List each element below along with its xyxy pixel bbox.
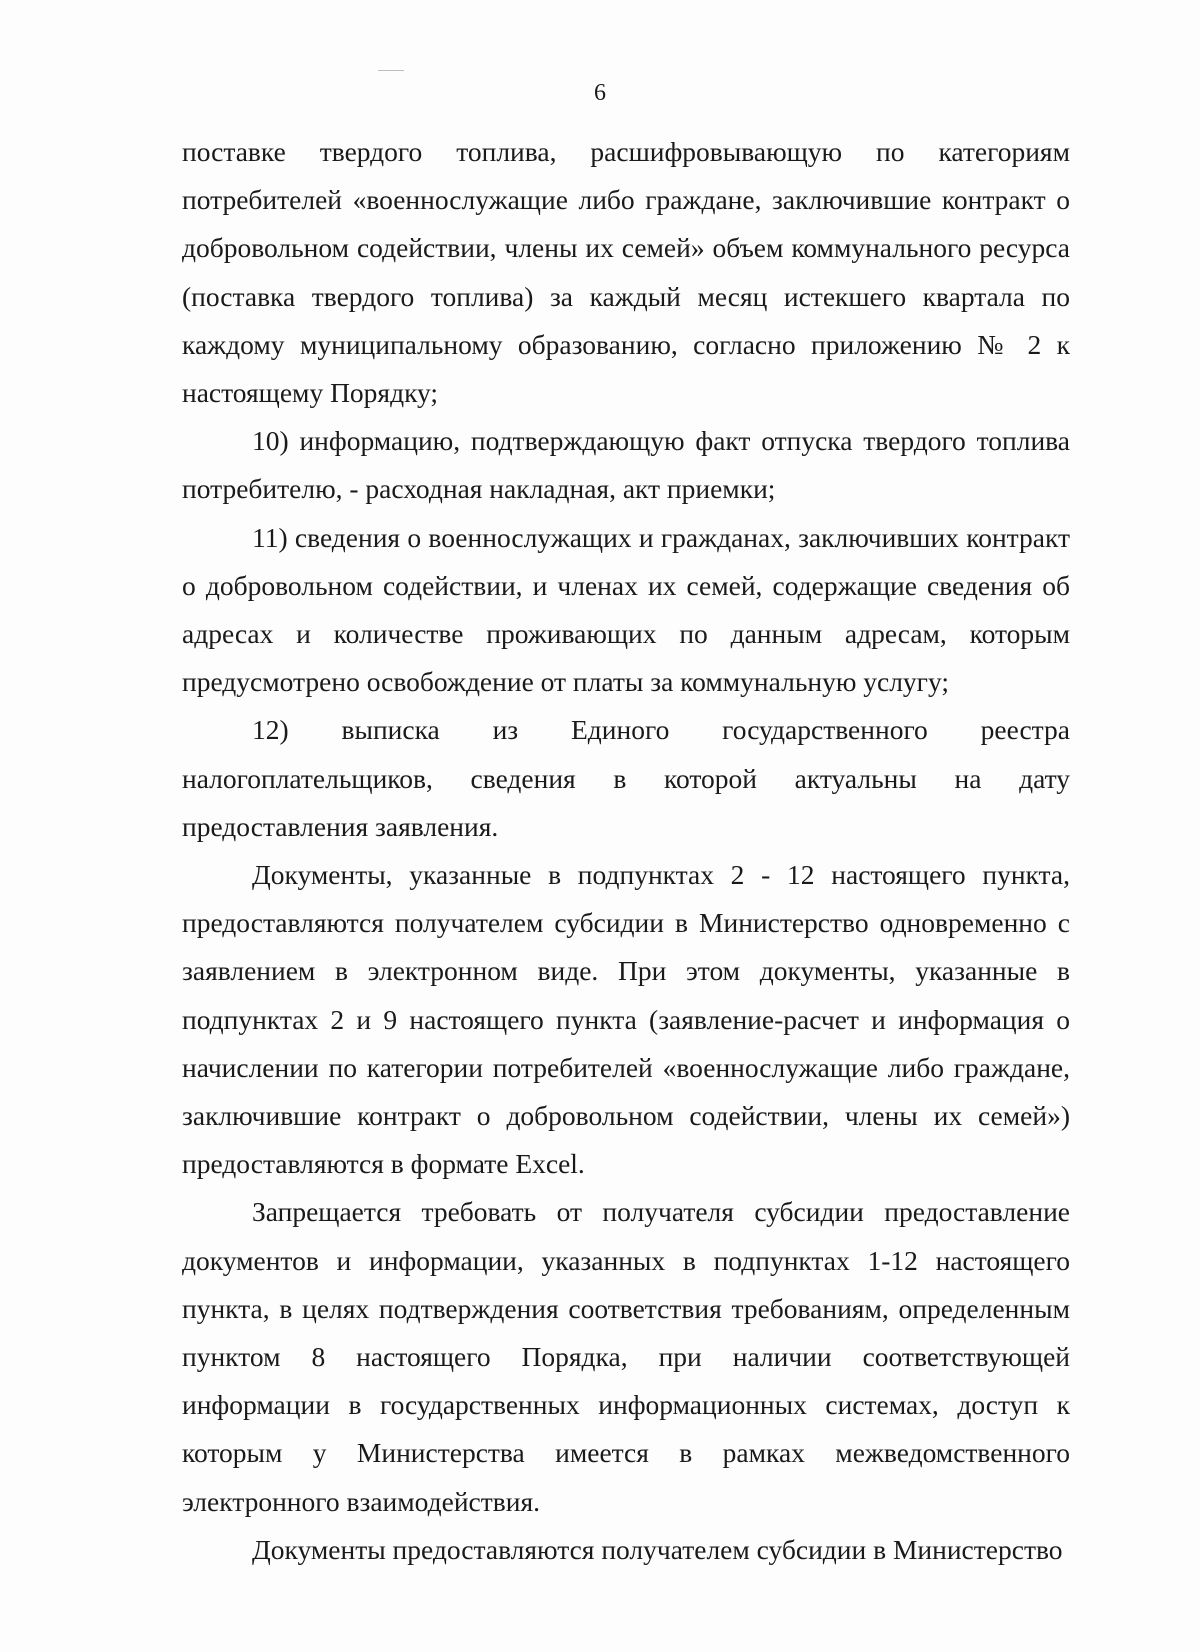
paragraph-item-11: 11) сведения о военнослужащих и гражданах, заключивших контракт о добровольном содействии, и членах их семей, содержащие сведения об адресах и количестве проживающих по данным адресам, которым предусмотрено освобождение от платы за коммунальную услугу; xyxy=(182,521,1070,698)
paragraph-item-12: 12) выписка из Единого государственного реестра налогоплательщиков, сведения в которой актуальны на дату предоставления заявления. xyxy=(182,714,1070,842)
scan-artifact xyxy=(378,70,404,71)
paragraph-item-10: 10) информацию, подтверждающую факт отпуска твердого топлива потребителю, - расходная накладная, акт приемки; xyxy=(182,425,1070,505)
page-number: 6 xyxy=(594,80,606,106)
paragraph-prohibition: Запрещается требовать от получателя субсидии предоставление документов и информации, указанных в подпунктах 1-12 настоящего пункта, в целях подтверждения соответствия требованиям, определенным пунктом 8 настоящего Порядка, при наличии соответствующей информации в государственных информационных системах, доступ к которым у Министерства имеется в рамках межведомственного электронного взаимодействия. xyxy=(182,1196,1070,1517)
paragraph-continuation: поставке твердого топлива, расшифровывающую по категориям потребителей «военнослужащие либо граждане, заключившие контракт о добровольном содействии, члены их семей» объем коммунального ресурса (поставка твердого топлива) за каждый месяц истекшего квартала по каждому муниципальному образованию, согласно приложению № 2 к настоящему Порядку; xyxy=(182,136,1070,409)
paragraph-last: Документы предоставляются получателем субсидии в Министерство xyxy=(252,1533,1063,1565)
document-body xyxy=(182,128,1070,1574)
paragraph-documents-excel: Документы, указанные в подпунктах 2 - 12 настоящего пункта, предоставляются получателем субсидии в Министерство одновременно с заявлением в электронном виде. При этом документы, указанные в подпунктах 2 и 9 настоящего пункта (заявление-расчет и информация о начислении по категории потребителей «военнослужащие либо граждане, заключившие контракт о добровольном содействии, члены их семей») предоставляются в формате Excel. xyxy=(182,859,1070,1180)
